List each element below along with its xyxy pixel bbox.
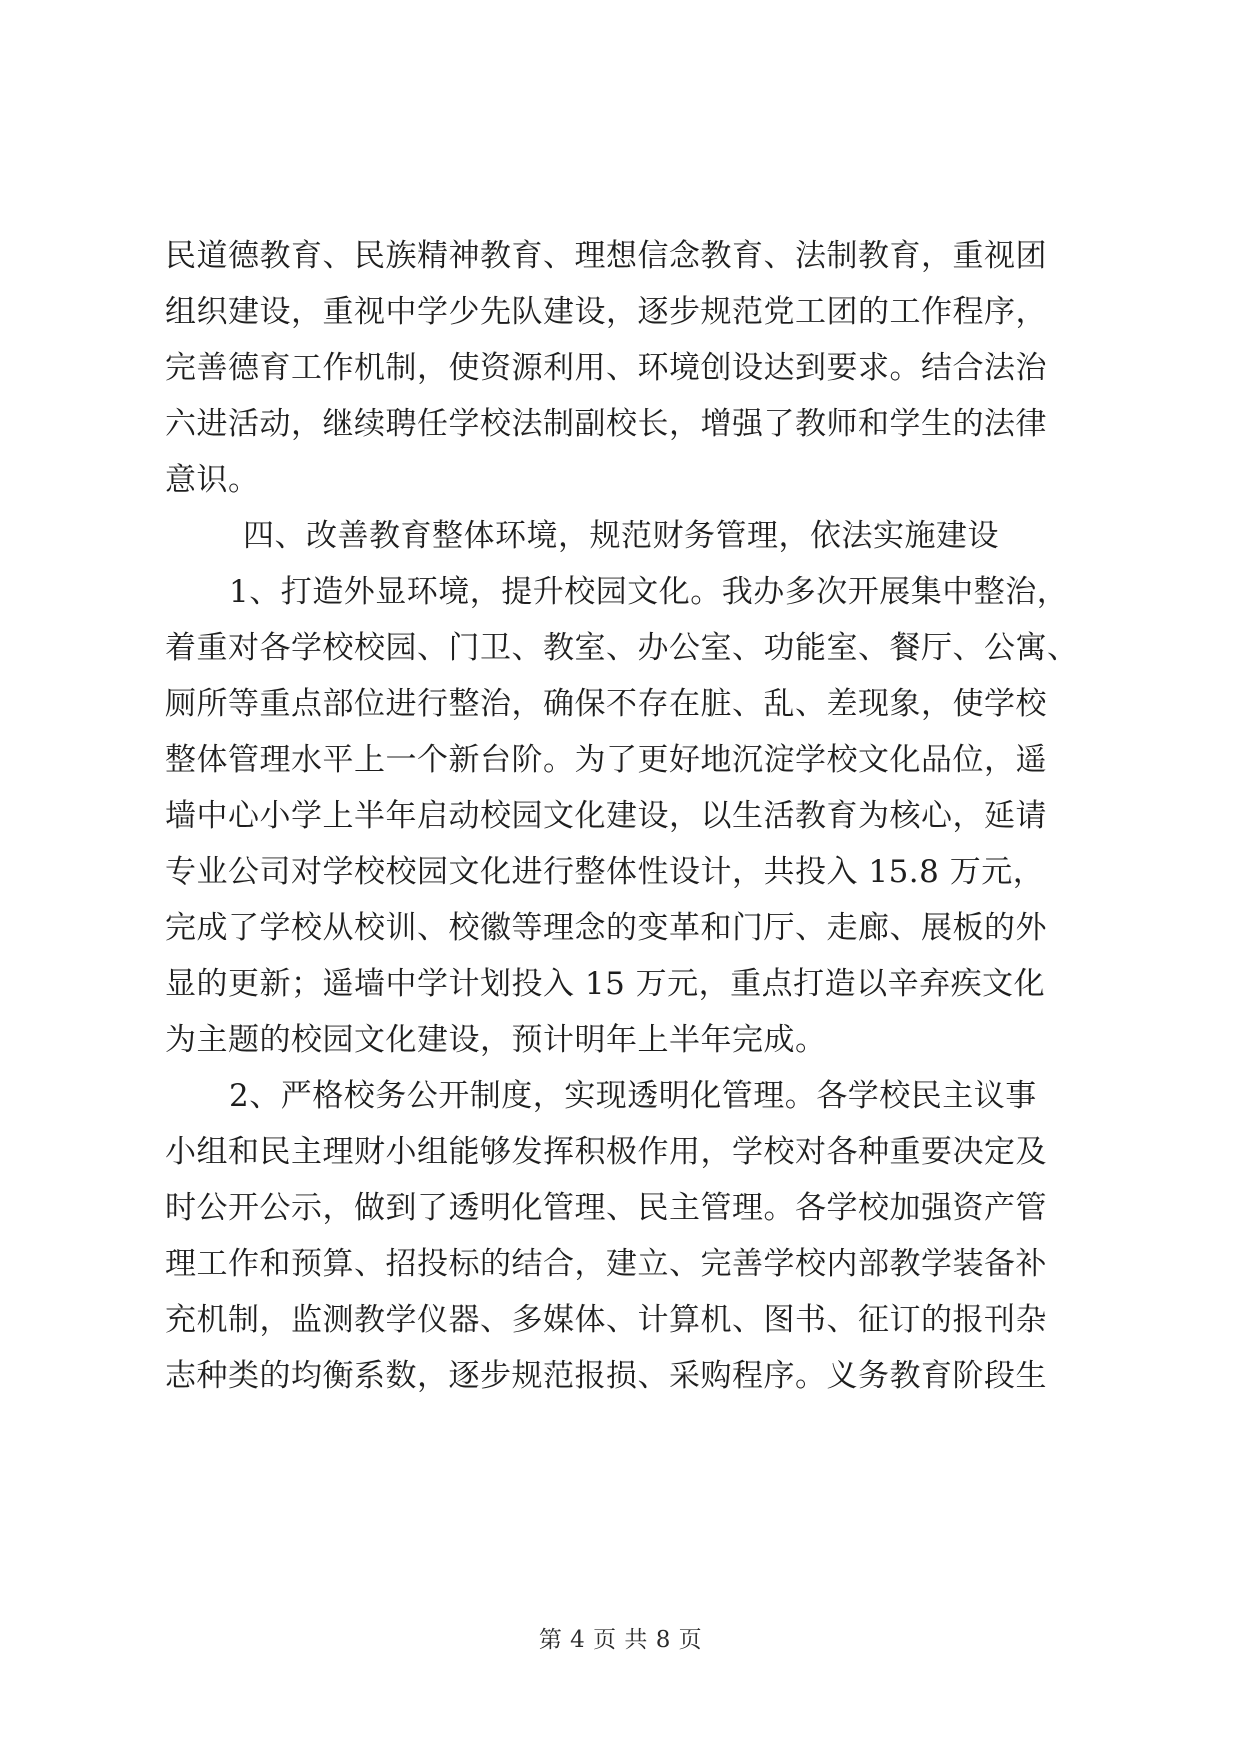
paragraph-start: 1、打造外显环境，提升校园文化。我办多次开展集中整治， [229, 574, 1069, 610]
paragraph-start: 2、严格校务公开制度，实现透明化管理。各学校民主议事 [229, 1078, 1037, 1114]
text-line: 专业公司对学校校园文化进行整体性设计，共投入 15.8 万元， [165, 854, 1045, 890]
text-line: 意识。 [165, 462, 260, 498]
text-line: 小组和民主理财小组能够发挥积极作用，学校对各种重要决定及 [165, 1134, 1047, 1170]
text-line: 为主题的校园文化建设，预计明年上半年完成。 [165, 1022, 827, 1058]
text-line: 着重对各学校校园、门卫、教室、办公室、功能室、餐厅、公寓、 [165, 630, 1079, 666]
text-line: 组织建设，重视中学少先队建设，逐步规范党工团的工作程序， [165, 294, 1047, 330]
text-line: 理工作和预算、招投标的结合，建立、完善学校内部教学装备补 [165, 1246, 1047, 1282]
text-line: 民道德教育、民族精神教育、理想信念教育、法制教育，重视团 [165, 238, 1047, 274]
text-line: 墙中心小学上半年启动校园文化建设，以生活教育为核心，延请 [165, 798, 1047, 834]
text-line: 显的更新；遥墙中学计划投入 15 万元，重点打造以辛弃疾文化 [165, 966, 1046, 1002]
text-line: 时公开公示，做到了透明化管理、民主管理。各学校加强资产管 [165, 1190, 1047, 1226]
body-text [165, 228, 1079, 1404]
text-line: 六进活动，继续聘任学校法制副校长，增强了教师和学生的法律 [165, 406, 1047, 442]
page-footer: 第 4 页 共 8 页 [538, 1627, 703, 1653]
text-line: 充机制，监测教学仪器、多媒体、计算机、图书、征订的报刊杂 [165, 1302, 1047, 1338]
text-line: 整体管理水平上一个新台阶。为了更好地沉淀学校文化品位，遥 [165, 742, 1047, 778]
text-line: 志种类的均衡系数，逐步规范报损、采购程序。义务教育阶段生 [165, 1358, 1047, 1394]
text-line: 完善德育工作机制，使资源利用、环境创设达到要求。结合法治 [165, 350, 1047, 386]
text-line: 厕所等重点部位进行整治，确保不存在脏、乱、差现象，使学校 [165, 686, 1047, 722]
section-heading: 四、改善教育整体环境，规范财务管理，依法实施建设 [243, 518, 999, 554]
text-line: 完成了学校从校训、校徽等理念的变革和门厅、走廊、展板的外 [165, 910, 1047, 946]
